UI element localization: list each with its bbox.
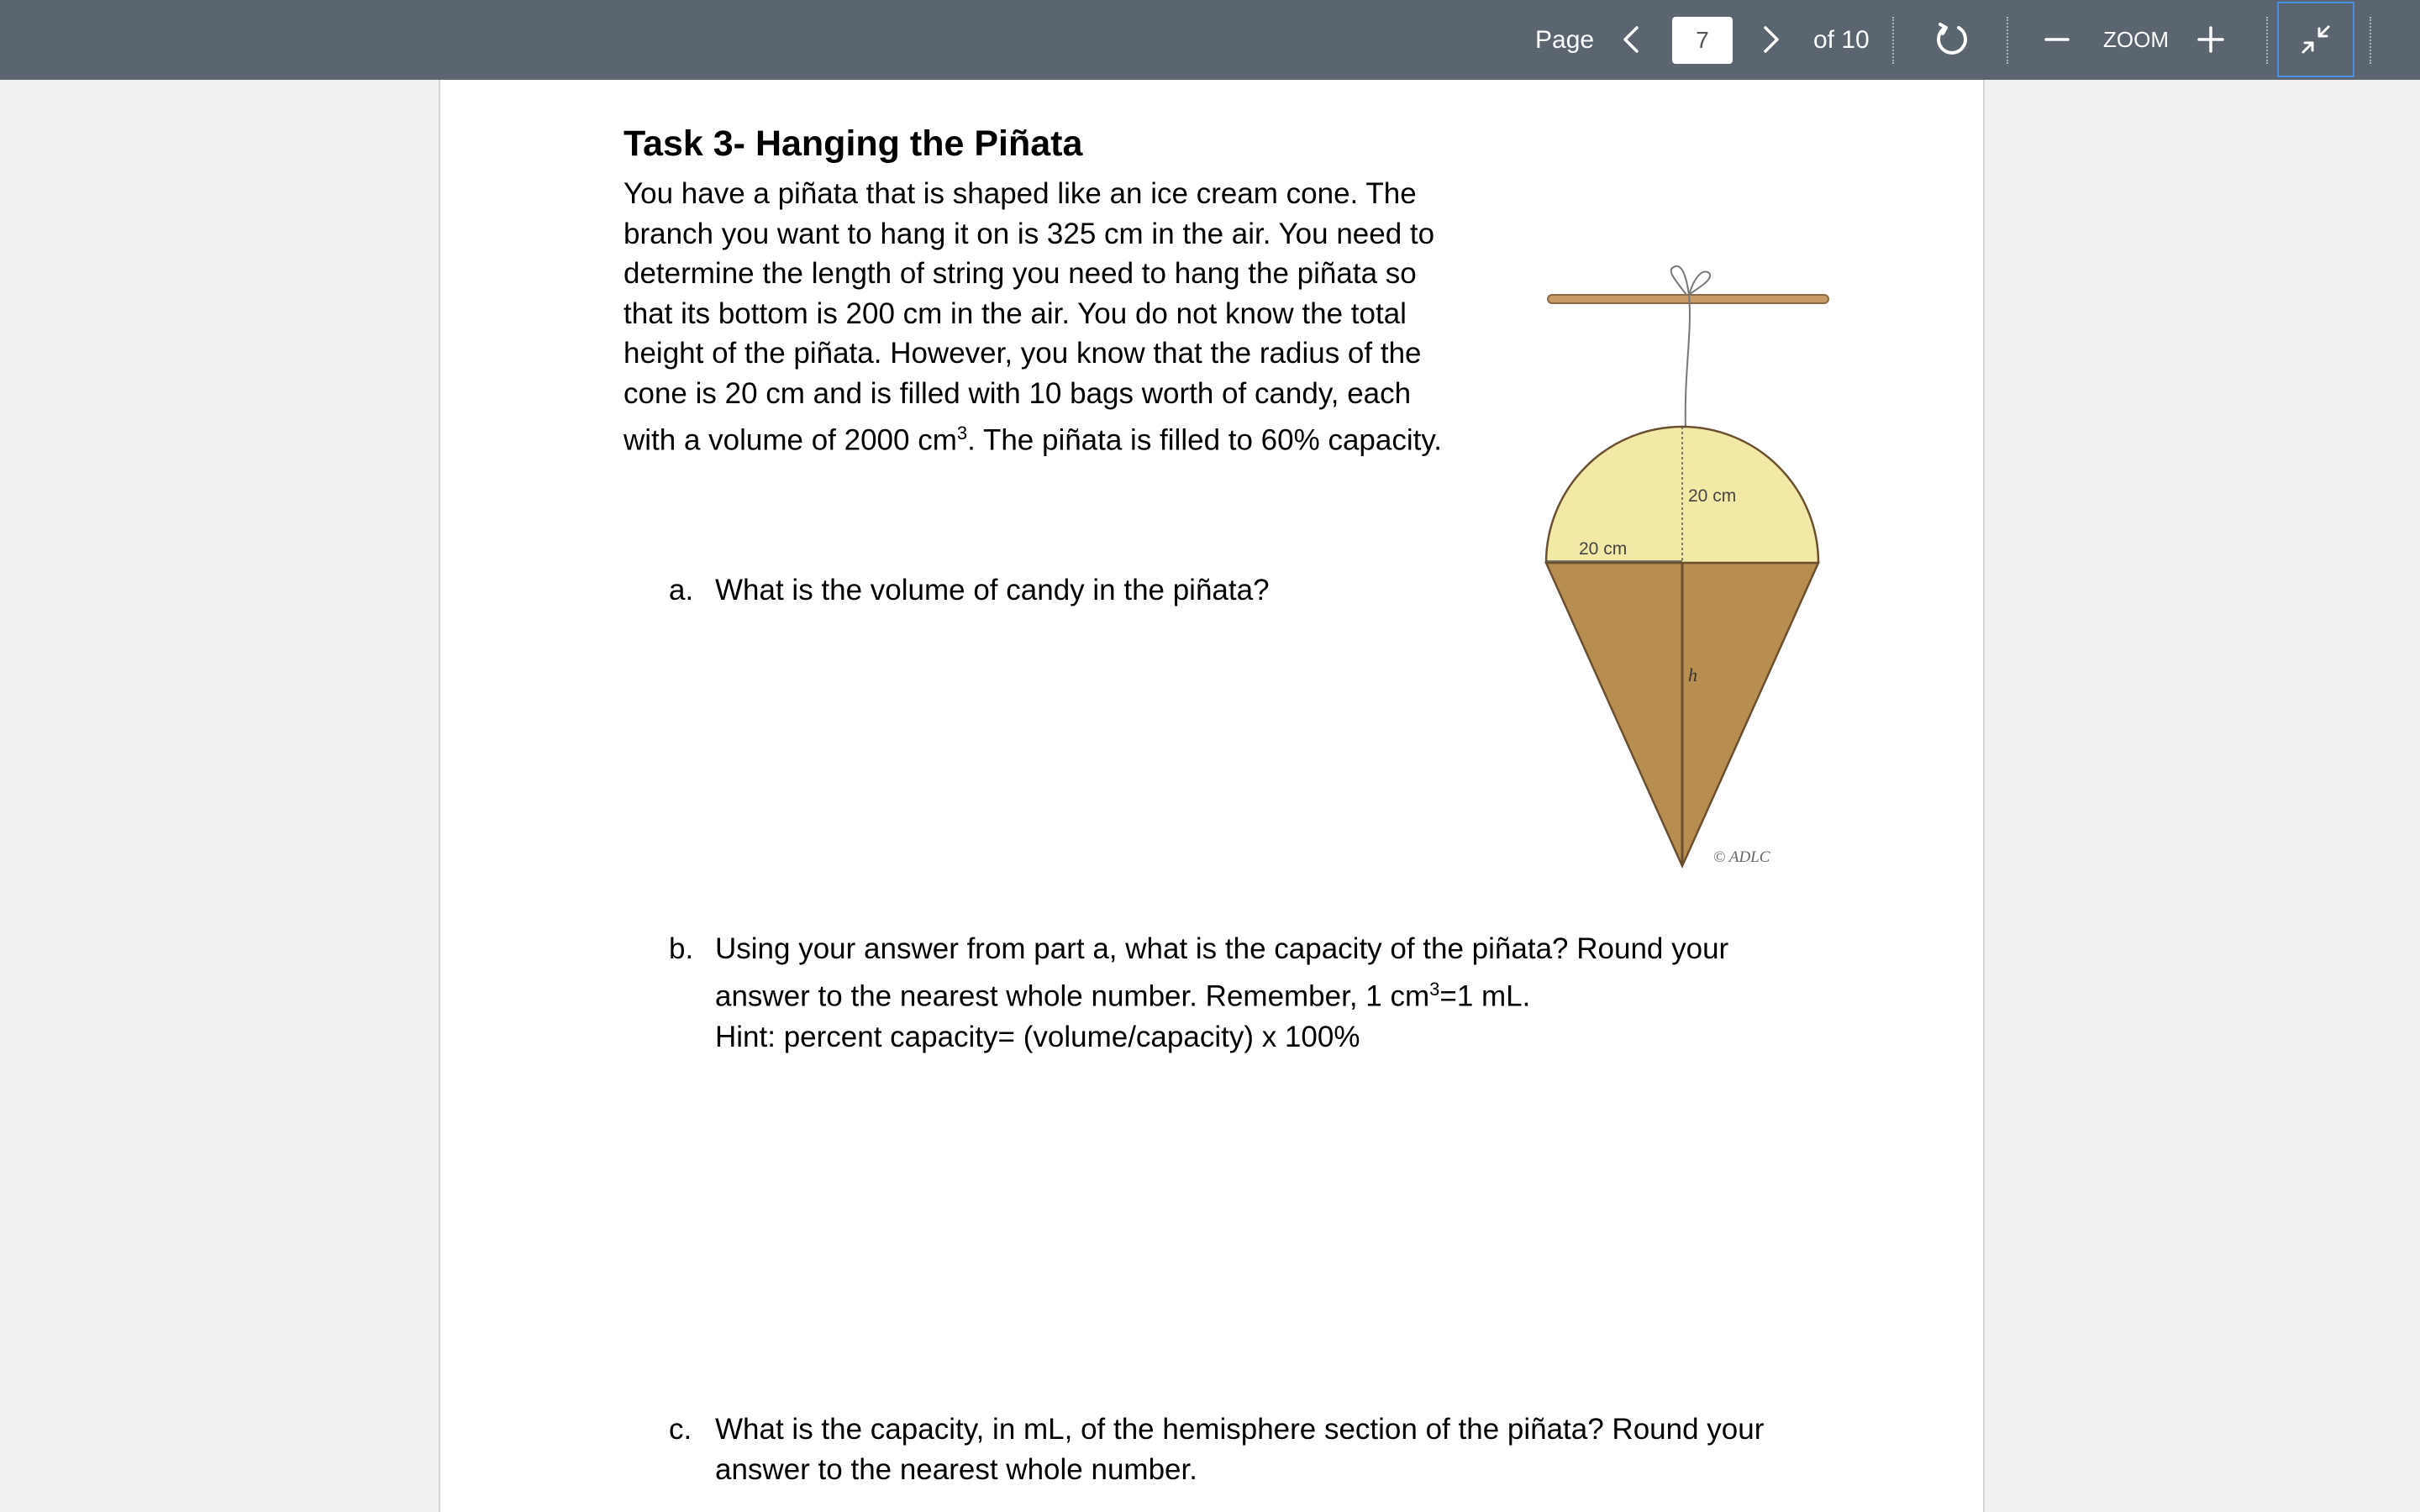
intro-last-pre: with a volume of 2000 cm <box>623 423 957 457</box>
copyright-label: © ADLC <box>1713 848 1770 866</box>
task-intro-paragraph <box>623 174 1481 460</box>
zoom-out-button[interactable] <box>2029 12 2085 67</box>
radius-label-left: 20 cm <box>1579 539 1628 559</box>
chevron-right-icon <box>1759 23 1784 56</box>
intro-line: that its bottom is 200 cm in the air. You do not know the total <box>623 297 1407 330</box>
pinata-diagram <box>1533 172 1936 878</box>
question-text <box>715 929 1728 1058</box>
plus-icon <box>2196 24 2226 55</box>
exit-fullscreen-button[interactable] <box>2277 2 2354 77</box>
intro-line: cone is 20 cm and is filled with 10 bags worth of candy, each <box>623 376 1412 410</box>
intro-line: determine the length of string you need to hang the piñata so <box>623 257 1417 290</box>
toolbar-separator <box>2370 17 2371 64</box>
page-label: Page <box>1535 26 1595 54</box>
question-line: Using your answer from part a, what is the capacity of the piñata? Round your <box>715 932 1729 965</box>
radius-label-top: 20 cm <box>1688 486 1737 506</box>
toolbar-separator <box>2007 17 2008 64</box>
intro-line: height of the piñata. However, you know that the radius of the <box>623 337 1422 370</box>
branch <box>1548 295 1828 303</box>
question-text <box>715 1410 1764 1490</box>
question-line: What is the capacity, in mL, of the hemisphere section of the piñata? Round your <box>715 1413 1765 1446</box>
previous-page-button[interactable] <box>1603 12 1659 67</box>
intro-last-post: . The piñata is filled to 60% capacity. <box>967 423 1442 457</box>
question-text: What is the volume of candy in the piñata? <box>715 574 1270 606</box>
rotate-icon <box>1933 21 1970 58</box>
task-title: Task 3- Hanging the Piñata <box>623 123 1083 164</box>
question-letter: b. <box>669 932 694 965</box>
height-label: h <box>1688 664 1697 685</box>
collapse-icon <box>2299 23 2333 56</box>
page-number-input[interactable] <box>1672 17 1733 64</box>
intro-line: branch you want to hang it on is 325 cm in the air. You need to <box>623 217 1435 250</box>
question-line: answer to the nearest whole number. <box>715 1453 1197 1486</box>
question-line <box>715 969 1728 1017</box>
minus-icon <box>2043 25 2071 54</box>
question-line-post: =1 mL. <box>1439 979 1531 1013</box>
string <box>1686 295 1690 429</box>
intro-line: You have a piñata that is shaped like an ice cream cone. The <box>623 177 1417 210</box>
chevron-left-icon <box>1618 23 1644 56</box>
question-line-pre: answer to the nearest whole number. Remember, 1 cm <box>715 979 1430 1013</box>
zoom-label: ZOOM <box>2103 27 2169 52</box>
viewer-toolbar <box>0 0 2420 80</box>
zoom-in-button[interactable] <box>2183 12 2238 67</box>
total-pages-label: of 10 <box>1813 26 1870 54</box>
rotate-button[interactable] <box>1924 12 1980 67</box>
intro-line <box>623 413 1481 460</box>
toolbar-separator <box>2266 17 2268 64</box>
toolbar-separator <box>1892 17 1894 64</box>
question-letter: c. <box>669 1413 692 1446</box>
string-bow <box>1671 266 1710 295</box>
question-hint: Hint: percent capacity= (volume/capacity) x 100% <box>715 1020 1360 1053</box>
question-letter: a. <box>669 574 694 606</box>
superscript: 3 <box>1429 979 1440 1000</box>
next-page-button[interactable] <box>1744 12 1799 67</box>
superscript: 3 <box>956 423 968 444</box>
document-page <box>439 80 1985 1512</box>
